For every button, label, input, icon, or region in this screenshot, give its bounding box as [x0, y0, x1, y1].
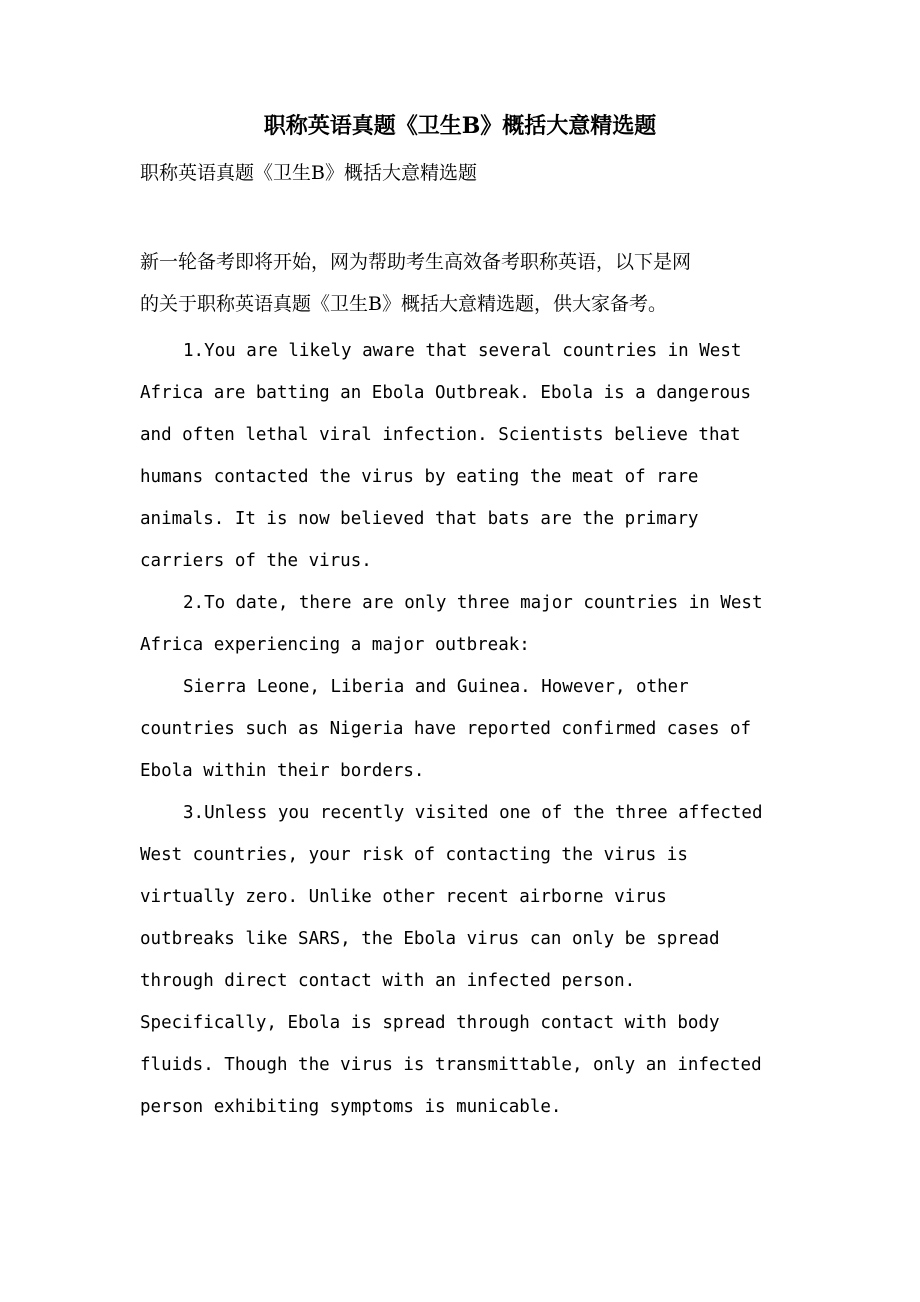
paragraph-1-line: animals. It is now believed that bats are the primary [140, 509, 699, 529]
paragraph-2-line: Sierra Leone, Liberia and Guinea. However, other [183, 677, 689, 697]
intro-line: 的关于职称英语真题《卫生B》概括大意精选题，供大家备考。 [140, 293, 667, 315]
paragraph-3-line: West countries, your risk of contacting the virus is [140, 845, 688, 865]
paragraph-3-line: person exhibiting symptoms is municable. [140, 1097, 562, 1117]
paragraph-3-line: 3.Unless you recently visited one of the three affected [183, 803, 763, 823]
paragraph-1-line: 1.You are likely aware that several countries in West [183, 341, 742, 361]
paragraph-2-line: Africa experiencing a major outbreak: [140, 635, 530, 655]
intro-paragraph [140, 243, 780, 327]
paragraph-1-line: humans contacted the virus by eating the meat of rare [140, 467, 699, 487]
document-title: 职称英语真题《卫生B》概括大意精选题 [263, 113, 657, 139]
intro-line: 新一轮备考即将开始，网为帮助考生高效备考职称英语，以下是网 [140, 251, 692, 273]
paragraph-3-line: outbreaks like SARS, the Ebola virus can only be spread [140, 929, 720, 949]
paragraph-2-line: 2.To date, there are only three major countries in West [183, 593, 763, 613]
paragraph-1-line: and often lethal viral infection. Scientists believe that [140, 425, 741, 445]
paragraph-3-line: Specifically, Ebola is spread through contact with body [140, 1013, 720, 1033]
paragraph-1-line: Africa are batting an Ebola Outbreak. Ebola is a dangerous [140, 383, 752, 403]
paragraph-2-line: countries such as Nigeria have reported confirmed cases of [140, 719, 752, 739]
paragraph-1-line: carriers of the virus. [140, 551, 372, 571]
body-text [140, 330, 785, 1128]
paragraph-3-line: through direct contact with an infected person. [140, 971, 636, 991]
paragraph-3-line: virtually zero. Unlike other recent airborne virus [140, 887, 667, 907]
document-subtitle: 职称英语真题《卫生B》概括大意精选题 [140, 162, 477, 184]
paragraph-3-line: fluids. Though the virus is transmittable, only an infected [140, 1055, 762, 1075]
paragraph-2-line: Ebola within their borders. [140, 761, 425, 781]
